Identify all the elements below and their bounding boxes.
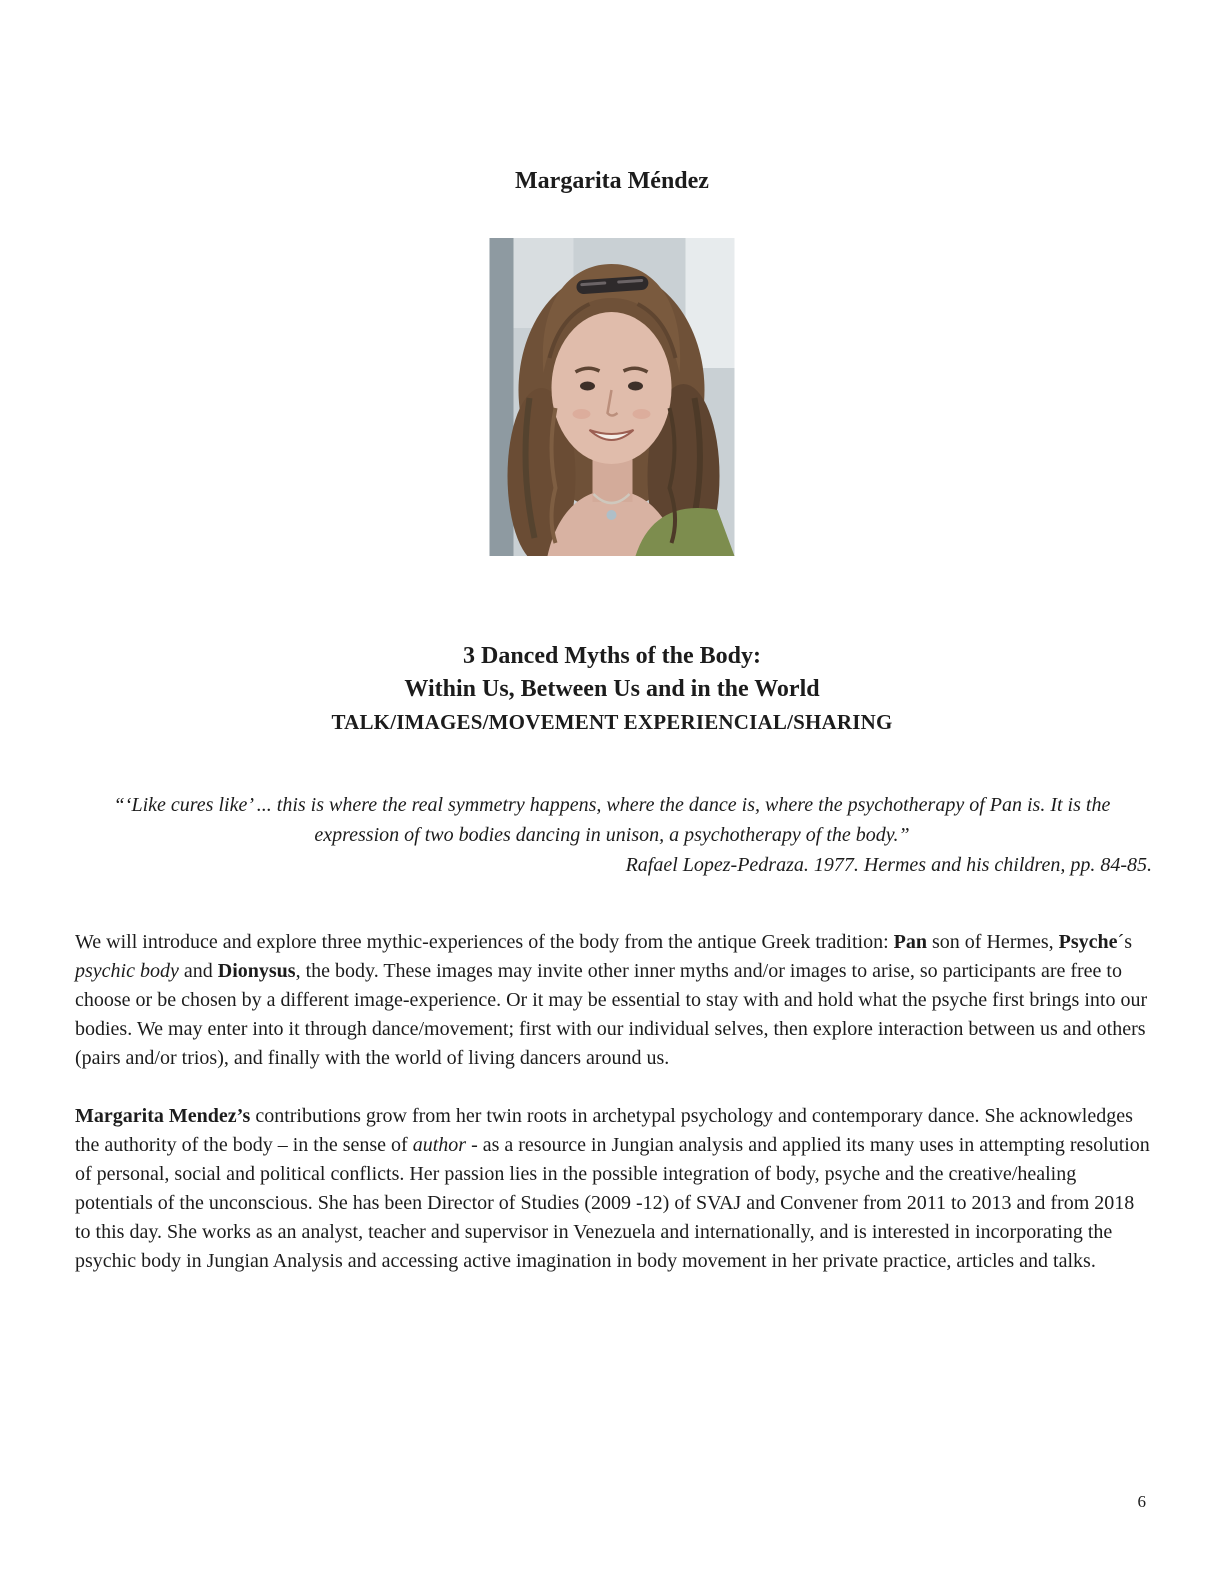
author-name-heading: Margarita Méndez — [515, 168, 709, 194]
body-text-block — [75, 928, 1152, 1305]
talk-title-block — [0, 640, 1224, 739]
bio-paragraph: Margarita Mendez’s contributions grow from her twin roots in archetypal psychology and contemporary dance. She acknowledges the authority of the body – in the sense of author - as a resource in Jungian analysis and applied its many uses in attempting resolution of personal, social and political conflicts. Her passion lies in the possible integration of body, psyche and the creative/healing potentials of the unconscious. She has been Director of Studies (2009 -12) of SVAJ and Convener from 2011 to 2013 and from 2018 to this day. She works as an analyst, teacher and supervisor in Venezuela and internationally, and is interested in incorporating the psychic body in Jungian Analysis and accessing active imagination in body movement in her private practice, articles and talks. — [75, 1105, 1150, 1272]
talk-title-line-2: Within Us, Between Us and in the World — [404, 676, 820, 702]
talk-format-line: TALK/IMAGES/MOVEMENT EXPERIENCIAL/SHARING — [331, 710, 893, 734]
portrait-photo — [490, 238, 735, 556]
quote-text: “‘Like cures like’ ... this is where the real symmetry happens, where the dance is, where the psychotherapy of Pan is. It is the expression of two bodies dancing in unison, a psychotherapy of the body.” — [113, 794, 1111, 846]
quote-block — [72, 790, 1152, 880]
abstract-paragraph: We will introduce and explore three mythic-experiences of the body from the antique Greek tradition: Pan son of Hermes, Psyche´s psychic body and Dionysus, the body. These images may invite other inner myths and/or images to arise, so participants are free to choose or be chosen by a different image-experience. Or it may be essential to stay with and hold what the psyche first brings into our bodies. We may enter into it through dance/movement; first with our individual selves, then explore interaction between us and others (pairs and/or trios), and finally with the world of living dancers around us. — [75, 931, 1148, 1069]
portrait-illustration — [490, 238, 735, 556]
talk-title-line-1: 3 Danced Myths of the Body: — [463, 643, 761, 669]
page-number: 6 — [1137, 1492, 1146, 1511]
quote-attribution: Rafael Lopez-Pedraza. 1977. Hermes and his children, pp. 84-85. — [625, 854, 1152, 876]
